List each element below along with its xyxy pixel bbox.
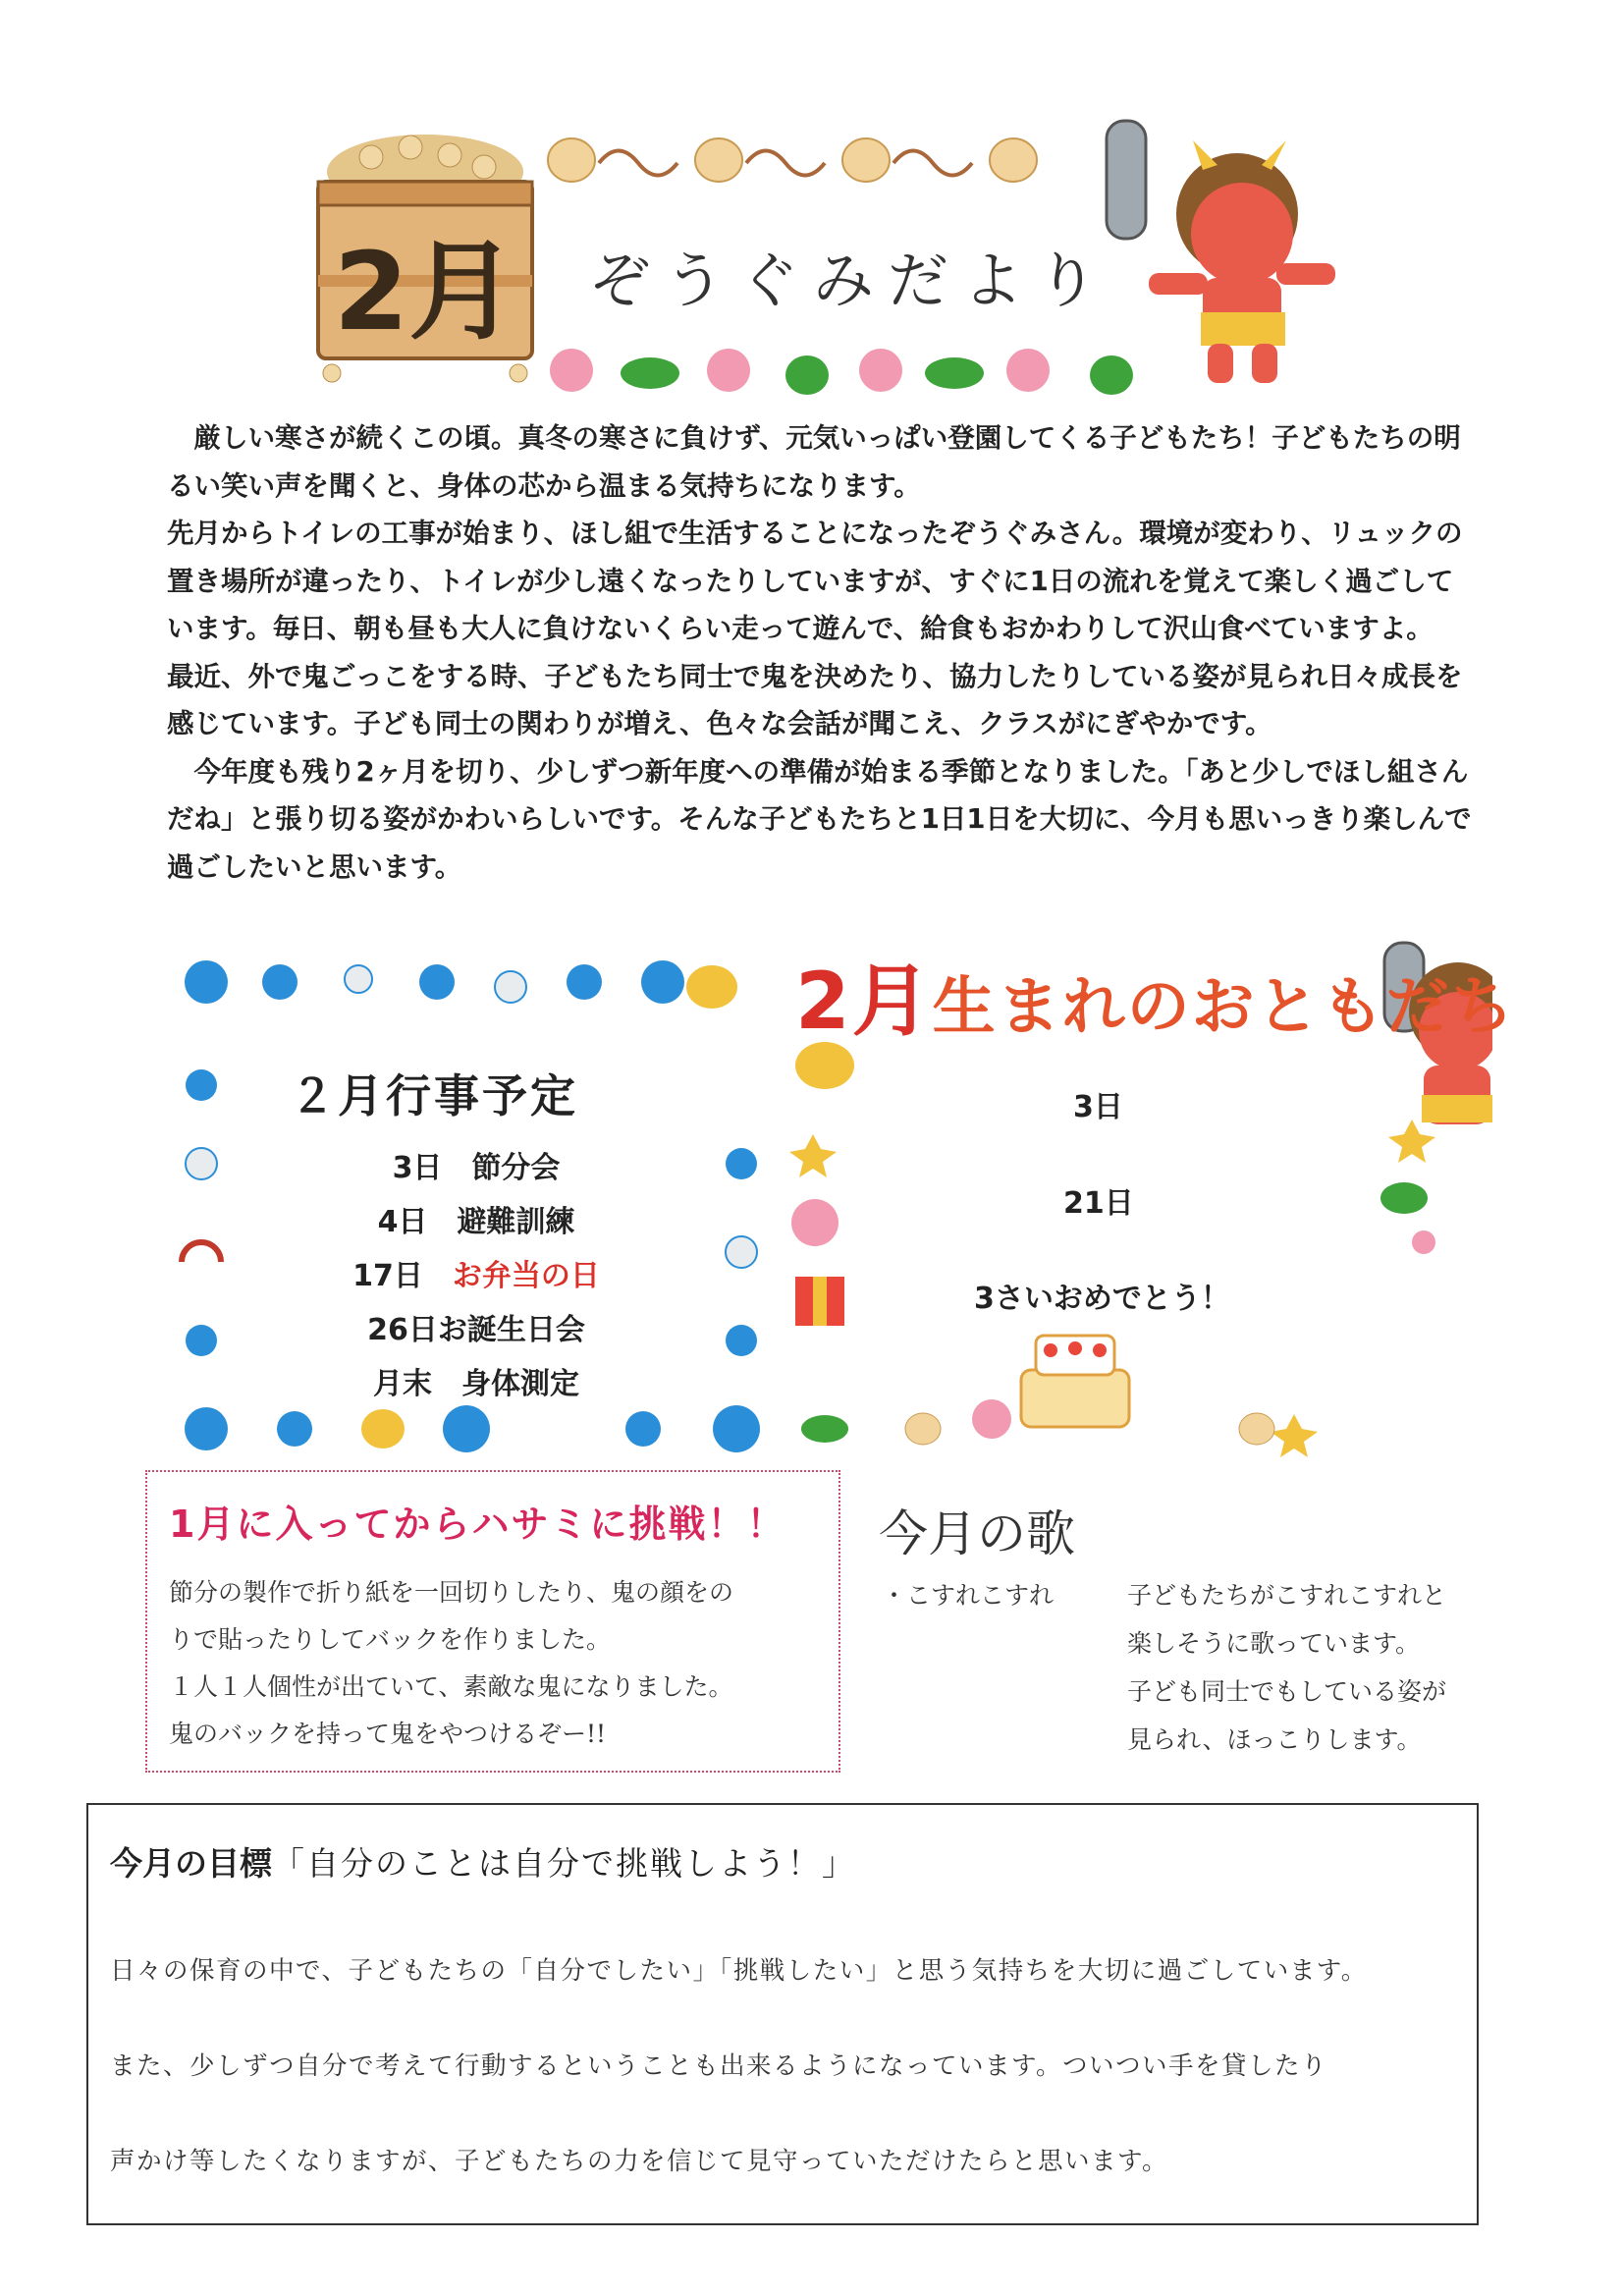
event-name: お誕生日会 [437,1313,585,1347]
scissors-line: 節分の製作で折り紙を一回切りしたり、鬼の顔をの [169,1578,734,1607]
goal-label: 今月の目標 [110,1844,272,1883]
song-line: 見られ、ほっこりします。 [1127,1725,1422,1754]
monthly-goal-section [86,1803,1479,2225]
song-line: 子どもたちがこすれこすれと [1127,1581,1447,1610]
scissors-title: 1月に入ってからハサミに挑戦！！ [169,1503,786,1546]
birthday-entry: 21日 [1063,1186,1134,1221]
event-date: 3日 [392,1151,443,1185]
scissors-line: りで貼ったりしてバックを作りました。 [169,1625,612,1654]
intro-paragraph: 先月からトイレの工事が始まり、ほし組で生活することになったぞうぐみさん。環境が変わり、リュックの置き場所が違ったり、トイレが少し遠くなったりしていますが、すぐに1日の流れを覚えて楽しく過ごしています。毎日、朝も昼も大人に負けないくらい走って遊んで、給食もおかわりして沢山食べていますよ。 [167,518,1463,644]
event-date: 月末 [373,1367,432,1401]
event-item [314,1195,638,1249]
birthday-entry: 3日 [1073,1090,1123,1124]
event-name: お弁当の日 [452,1259,600,1293]
red-oni-illustration [1095,116,1340,391]
bean-garland-decoration [542,126,1092,194]
goal-line: 声かけ等したくなりますが、子どもたちの力を信じて見守っていただけたらと思います。 [110,2147,1168,2176]
goal-heading [110,1838,1457,1885]
scissors-line: 鬼のバックを持って鬼をやつけるぞー!! [169,1720,607,1748]
goal-line: また、少しずつ自分で考えて行動するということも出来るようになっています。ついつい手を貸したり [110,2051,1327,2081]
song-description [1127,1571,1500,1764]
birthday-message: 3さいおめでとう！ [974,1282,1230,1316]
birthday-title-month: 2月 [795,956,933,1047]
scissors-body [169,1569,821,1758]
flower-pine-decoration [542,342,1151,399]
masu-box-illustration [312,128,538,385]
song-line: 子ども同士でもしている姿が [1127,1677,1447,1706]
event-name: 身体測定 [461,1367,579,1401]
event-name: 避難訓練 [457,1205,575,1239]
event-date: 4日 [377,1205,428,1239]
scissors-line: １人１人個性が出ていて、素敵な鬼になりました。 [169,1672,733,1701]
song-title: 今月の歌 [879,1505,1075,1562]
event-date: 26日 [367,1313,438,1347]
event-item [314,1303,638,1357]
event-item [314,1357,638,1411]
event-item [314,1141,638,1195]
song-name: ・こすれこすれ [882,1581,1055,1610]
intro-paragraph: 最近、外で鬼ごっこをする時、子どもたち同士で鬼を決めたり、協力したりしている姿が見られ日々成長を感じています。子ども同士の関わりが増え、色々な会話が聞こえ、クラスがにぎやかです。 [167,660,1463,739]
events-title: ２月行事予定 [290,1069,578,1122]
event-date: 17日 [352,1259,423,1293]
goal-value: 「自分のことは自分で挑戦しよう！」 [272,1844,856,1883]
events-list [314,1141,638,1411]
newsletter-title: ぞうぐみだより [589,245,1112,316]
scissors-section [145,1470,840,1773]
masu-label: 2月 [333,229,517,355]
intro-paragraph: 厳しい寒さが続くこの頃。真冬の寒さに負けず、元気いっぱい登園してくる子どもたち！子どもたちの明るい笑い声を聞くと、身体の芯から温まる気持ちになります。 [167,422,1461,502]
event-name: 節分会 [471,1151,561,1185]
event-item [314,1249,638,1303]
song-line: 楽しそうに歌っています。 [1127,1629,1421,1658]
intro-text [167,414,1473,891]
birthday-title-text: 生まれのおともだち [932,971,1516,1044]
goal-body [110,1924,1457,2210]
goal-line: 日々の保育の中で、子どもたちの「自分でしたい」「挑戦したい」と思う気持ちを大切に過ごしています。 [110,1956,1368,1986]
intro-paragraph: 今年度も残り2ヶ月を切り、少しずつ新年度への準備が始まる季節となりました。「あと少しでほし組さんだね」と張り切る姿がかわいらしいです。そんな子どもたちと1日1日を大切に、今月も思いっきり楽しんで過ごしたいと思います。 [167,755,1472,883]
birthday-title [795,938,1516,1051]
